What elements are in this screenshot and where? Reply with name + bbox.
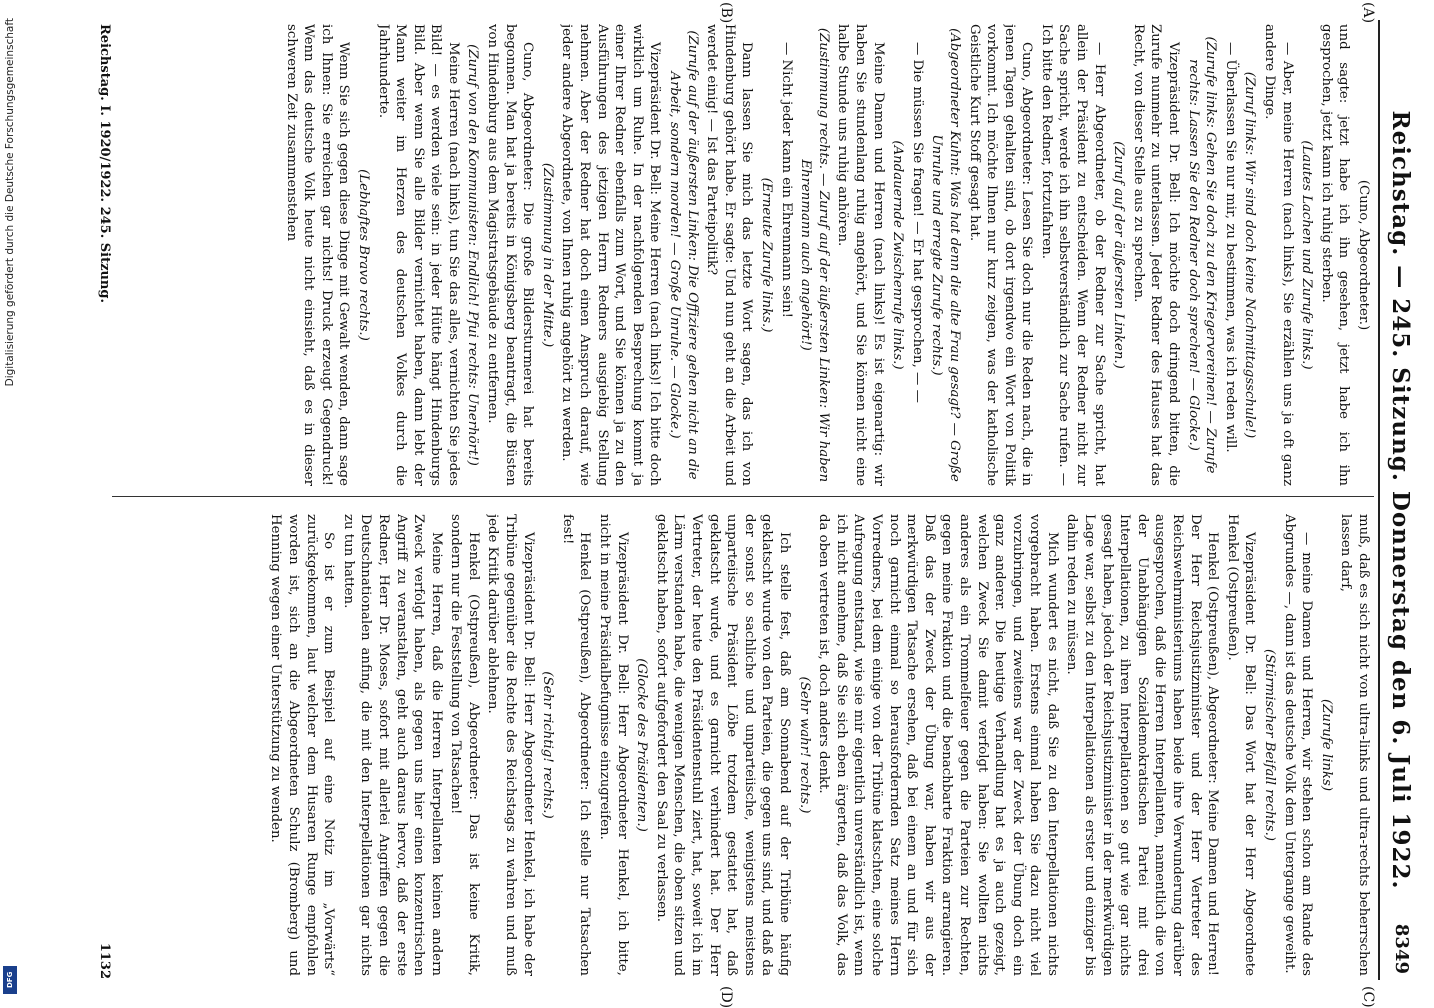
page-number: 8349 xyxy=(1391,923,1412,974)
speech-paragraph: — Aber, meine Herren (nach links), Sie erzählen uns ja oft ganz andere Dinge. xyxy=(1262,24,1295,486)
credit-text: Digitalisierung gefördert durch die Deutsche Forschungsgemeinschaft xyxy=(4,18,16,387)
stage-direction: (Erneute Zurufe links.) xyxy=(759,177,774,333)
stage-direction: (Zuruf links: Wir sind doch keine Nachmittagsschule!) xyxy=(1242,71,1258,439)
column-divider xyxy=(112,496,1374,497)
stage-direction: (Lebhaftes Bravo rechts.) xyxy=(355,169,371,341)
speech-paragraph: Vizepräsident Dr. Bell: Meine Herren (nach links)! Ich bitte doch wirklich um Ruhe. In der nachfolgenden Besprechung kommt ja einer Ihrer Redner ebenfalls zum Wort, und Sie können ja zu den Ausführungen des jetzigen Herrn Redners ausgiebig Stellung nehmen. Aber der Redner hat doch einen Anspruch darauf, wie jeder andere Abgeordnete, von Ihnen ruhig angehört zu werden. xyxy=(559,24,663,486)
stage-direction: (Andauernde Zwischenrufe links.) xyxy=(890,140,906,370)
stage-direction: (Lautes Lachen und Zurufe links.) xyxy=(1299,140,1315,370)
speech-paragraph: — Nicht jeder kann ein Ehrenmann sein! xyxy=(778,42,794,319)
speech-paragraph: Vizepräsident Dr. Bell: Das Wort hat der Herr Abgeordnete Henkel (Ostpreußen). xyxy=(1224,514,1258,976)
continued-paragraph: muß, daß es sich nicht von ultra-links und ultra-rechts beherrschen lassen darf, xyxy=(1338,514,1371,976)
page-title: Reichstag. — 245. Sitzung. Donnerstag den 6. Juli 1922. xyxy=(1387,110,1414,890)
speech-paragraph: Meine Herren, daß die Herren Interpellanten keinen andern Zweck verfolgt haben, als gegen uns hier einen konzentrischen Angriff zu veranstalten, geht auch daraus hervor, daß der erste Redner, Herr Dr. Moses, sofort mit allerlei Angriffen gegen die Deutschnationalen anfing, die mit den Interpellationen gar nichts zu tun hatten. xyxy=(340,514,444,976)
margin-mark-a: (A) xyxy=(1360,2,1376,24)
speaker-running-head: (Cuno, Abgeordneter.) xyxy=(1356,179,1371,331)
continued-paragraph: und sagte: jetzt habe ich ihn gesehen, jetzt habe ich ihn gesprochen, jetzt kann ich ruhig sterben. xyxy=(1318,24,1352,486)
stage-direction: (Sehr wahr! rechts.) xyxy=(796,676,812,814)
stage-direction: (Stürmischer Beifall rechts.) xyxy=(1262,649,1278,841)
footer-page-number: 1132 xyxy=(97,942,112,979)
page-header xyxy=(1382,20,1422,980)
speech-paragraph: Cuno, Abgeordneter: Die große Bildersturmerei hat bereits begonnen. Man hat ja bereits in Königsberg beantragt, die Büsten von Hindenburg aus dem Magistratsgebäude zu entfernen. xyxy=(485,24,536,486)
header-rule xyxy=(1378,20,1380,980)
margin-mark-c: (C) xyxy=(1360,986,1376,1008)
page-footer xyxy=(88,24,112,979)
stage-direction: (Glocke des Präsidenten.) xyxy=(634,658,650,832)
speech-paragraph: Meine Herren (nach links), tun Sie das alles, vernichten Sie jedes Bild! — es werden viele sein: in jeder Hütte hängt Hindenburgs Bild. Aber wenn Sie alle Bilder vernichtet haben, dann lebt der Mann weiter im Herzen des deutschen Volkes durch die Jahrhunderte. xyxy=(375,24,461,486)
document-page xyxy=(74,0,1434,1008)
stage-direction: (Sehr richtig! rechts.) xyxy=(540,671,556,819)
stage-direction: (Zuruf von den Kommunisten: Endlich! Pfui rechts: Unerhört!) xyxy=(465,44,481,466)
speech-paragraph: Vizepräsident Dr. Bell: Herr Abgeordneter Henkel, ich bitte, nicht in meine Präsidialbefugnisse einzugreifen. xyxy=(597,514,630,976)
speech-paragraph: Mich wundert es nicht, daß Sie zu den Interpellationen nichts vorgebracht haben. Erstens einmal haben Sie dazu nicht viel vorzubringen, und zweitens war der Zweck der Übung doch ein ganz anderer. Die heutige Verhandlung hat es ja auch gezeigt, welchen Zweck Sie damit verfolgt haben: Sie wollten nichts anderes als ein Trommelfeuer gegen die Parteien zur Rechten, gegen meine Fraktion und die benachbarte Fraktion arrangieren. Daß das der Zweck der Übung war, haben wir aus der merkwürdigen Tatsache ersehen, daß bei einem an und für sich noch garnicht einmal so herausfordernden Satz meines Herrn Vorredners, bei dem einige von der Tribüne klatschten, eine solche Aufregung entstand, wie sie mir eigentlich unverständlich ist, wenn ich nicht annehme, daß Sie sich eben ärgerten, daß das Volk, das da oben vertreten ist, doch anders denkt. xyxy=(816,514,1060,976)
speech-paragraph: Henkel (Ostpreußen), Abgeordneter: Ich stelle nur Tatsachen fest! xyxy=(559,514,593,976)
speech-paragraph: Henkel (Ostpreußen), Abgeordneter: Meine Damen und Herren! Der Herr Reichsjustizminister und der Herr Vertreter des Reichswehrministeriums haben beide ihre Verwunderung darüber ausgesprochen, daß die Herren Interpellanten, namentlich die von der Unabhängigen Sozialdemokratischen Partei mit drei Interpellationen, zu ihren Interpellationen so gut wie gar nichts gesagt haben, jedoch der Reichsjustizminister in der merkwürdigen Lage war, selbst zu den Interpellationen als erster und einziger bis dahin reden zu müssen. xyxy=(1064,514,1221,976)
right-column xyxy=(117,514,1372,976)
stage-direction: (Zurufe links) xyxy=(1318,698,1334,792)
left-column xyxy=(117,24,1372,486)
speech-paragraph: Ich stelle fest, daß am Sonnabend auf der Tribüne häufig geklatscht wurde von den Parteien, die gegen uns sind, und daß da der sonst so sachliche und unparteiische, wenigstens meistens unparteiische Präsident Löbe trotzdem gestattet hat, daß geklatscht wurde, und es garnicht verhindert hat. Der Herr Vertreter, der heute den Präsidentenstuhl ziert, hat, soweit ich im Lärm verstanden habe, die wenigen Menschen, die oben sitzen und geklatscht haben, sofort aufgefordert den Saal zu verlassen. xyxy=(653,514,792,976)
stage-direction: (Zustimmung in der Mitte.) xyxy=(539,162,555,348)
speech-paragraph: Henkel (Ostpreußen), Abgeordneter: Das ist keine Kritik, sondern nur die Feststellung von Tatsachen! xyxy=(448,514,481,976)
speech-paragraph: Wenn Sie sich gegen diese Dinge mit Gewalt wenden, dann sage ich Ihnen: Sie erreichen gar nichts! Druck erzeugt Gegendruck! Wenn das deutsche Volk heute nicht einsieht, daß es in dieser schweren Zeit zusammenstehen xyxy=(283,24,352,486)
dfg-logo: DFG xyxy=(3,966,17,994)
digitization-credit xyxy=(2,0,18,1000)
speech-paragraph: Dann lassen Sie mich das letzte Wort sagen, das ich von Hindenburg gehört habe. Er sagte: Und nun geht an die Arbeit und werdet einig! — Ist das Parteipolitik? xyxy=(704,24,755,486)
stage-direction: (Zustimmung rechts. — Zuruf auf der äußersten Linken: Wir haben Ehrenmann auch angehört!) xyxy=(798,27,831,483)
footer-session-info: Reichstag. I. 1920/1922. 245. Sitzung. xyxy=(97,24,112,303)
speech-paragraph: Vizepräsident Dr. Bell: Ich möchte doch dringend bitten, die Zurufe nunmehr zu unterlassen. Jeder Redner des Hauses hat das Recht, von dieser Stelle aus zu sprechen. xyxy=(1130,24,1182,486)
speech-paragraph: — meine Damen und Herren, wir stehen schon am Rande des Abgrundes —, dann ist das deutsche Volk dem Untergange geweiht. xyxy=(1281,514,1315,976)
margin-mark-d: (D) xyxy=(718,986,734,1008)
speech-paragraph: — Die müssen Sie fragen! — Er hat gesprochen, — — xyxy=(909,42,925,403)
stage-direction: (Zurufe auf der äußersten Linken: Die Offiziere gehen nicht an die Arbeit, sondern morden! — Große Unruhe. — Glocke.) xyxy=(667,30,700,480)
margin-mark-b: (B) xyxy=(718,2,734,24)
speech-paragraph: — Überlassen Sie nur mir, zu bestimmen, was ich reden will. xyxy=(1222,42,1238,453)
speech-paragraph: Meine Damen und Herren (nach links)! Es ist eigenartig: wir haben Sie stundenlang ruhig angehört, und Sie können nicht eine halbe Stunde uns ruhig anhören. xyxy=(835,24,886,486)
stage-direction: (Zurufe links: Gehen Sie doch zu den Kriegervereinen! — Zurufe rechts: Lassen Sie den Redner doch sprechen! — Glocke.) xyxy=(1185,36,1219,474)
speech-paragraph: — Herr Abgeordneter, ob der Redner zur Sache spricht, hat allein der Präsident zu entscheiden. Wenn der Redner nicht zur Sache spricht, werde ich ihn selbstverständlich zur Sache rufen. — Ich bitte den Redner, fortzufahren. xyxy=(1038,24,1107,486)
stage-direction: (Zuruf auf der äußersten Linken.) xyxy=(1111,141,1127,369)
speech-paragraph: Vizepräsident Dr. Bell: Herr Abgeordneter Henkel, ich habe der Tribüne gegenüber die Rechte des Reichstags zu wahren und muß jede Kritik darüber ablehnen. xyxy=(485,514,536,976)
stage-direction: (Abgeordneter Kuhnt: Was hat denn die alte Frau gesagt? — Große Unruhe und erregte Zurufe rechts.) xyxy=(929,28,962,482)
speech-paragraph: Cuno, Abgeordneter: Lesen Sie doch nur die Reden nach, die in jenen Tagen gehalten sind, ob dort irgendwo ein Wort von Politik vorkommt. Ich möchte Ihnen nur kurz zeigen, was der katholische Geistliche Kurt Stoff gesagt hat. xyxy=(966,24,1035,486)
speech-paragraph: So ist er zum Beispiel auf eine Notiz im „Vorwärts“ zurückgekommen, laut welcher dem Husaren Runge empfohlen worden ist, sich an die Abgeordneten Schulz (Bromberg) und Henning wegen einer Unterstützung zu wenden. xyxy=(268,514,337,976)
